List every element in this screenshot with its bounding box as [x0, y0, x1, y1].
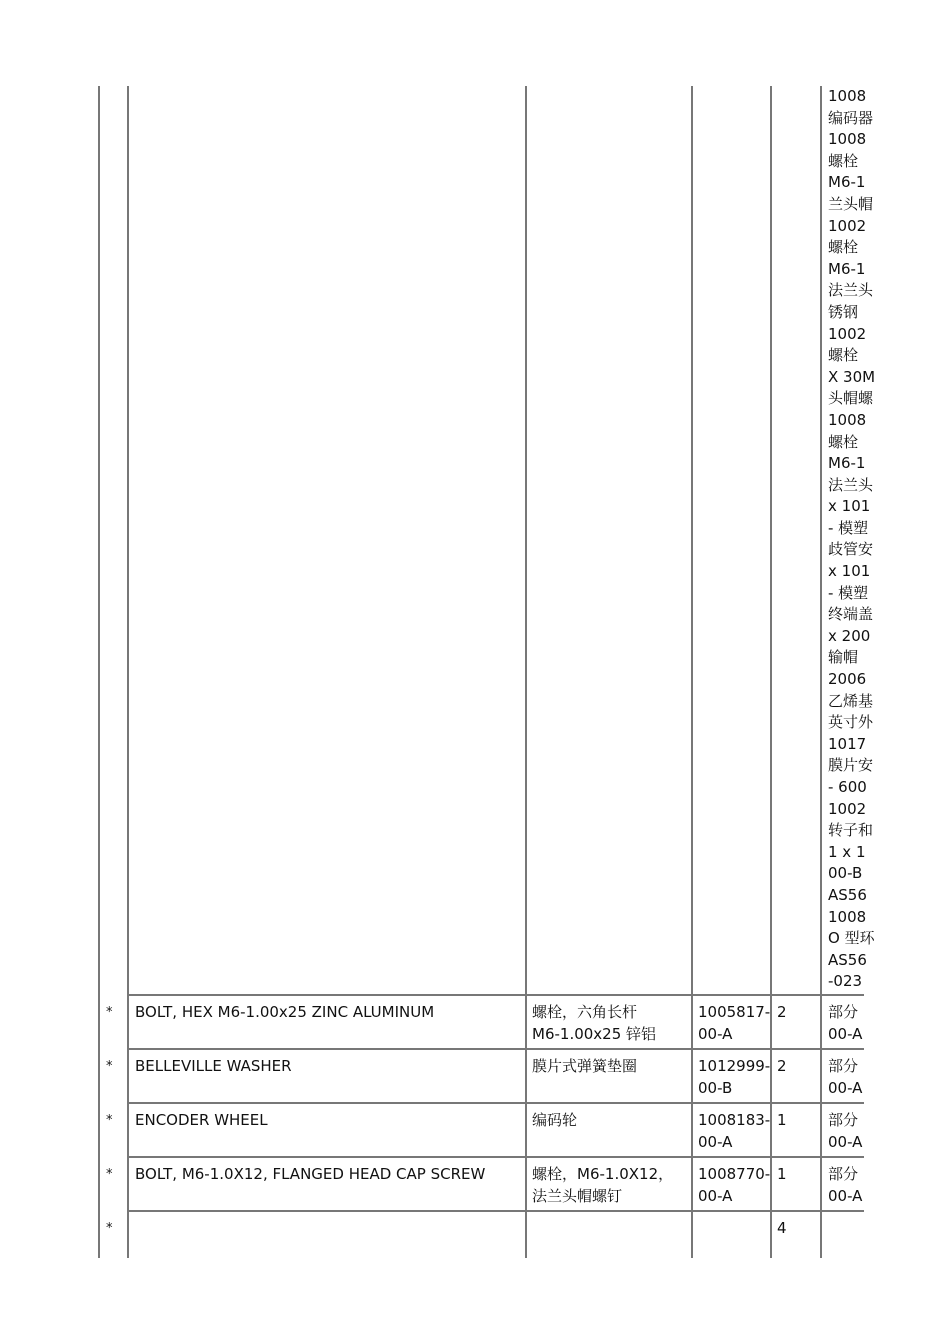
column-border: [98, 86, 100, 1258]
notes-line: 螺栓: [828, 432, 859, 451]
notes-line: X 30M: [828, 367, 876, 386]
row-border: [127, 1048, 864, 1050]
notes-line: 头帽螺: [828, 389, 874, 408]
part-number: 1005817- 00-A: [698, 1003, 771, 1043]
part-number: 1008770- 00-A: [698, 1165, 771, 1205]
notes-line: 英寸外: [828, 713, 874, 732]
parts-table: [98, 86, 876, 1258]
row-marker: *: [106, 1167, 113, 1182]
notes-line: 1002: [828, 324, 867, 343]
row-border: [127, 1210, 864, 1212]
notes-line: 1002: [828, 799, 867, 818]
notes: 部分 00-A: [828, 1057, 863, 1097]
quantity: 4: [777, 1219, 787, 1237]
row-border: [127, 994, 864, 996]
notes-line: 1 x 1: [828, 842, 866, 861]
notes-line: - 600: [828, 778, 867, 796]
notes-line: 编码器: [828, 108, 874, 127]
notes-line: 1002: [828, 216, 867, 235]
notes-line: 兰头帽: [828, 194, 874, 213]
part-number: 1008183- 00-A: [698, 1111, 771, 1151]
notes-line: O 型环: [828, 929, 875, 948]
notes-line: x 101: [828, 562, 871, 581]
description-en: BOLT, HEX M6-1.00x25 ZINC ALUMINUM: [135, 1003, 435, 1021]
notes-line: AS56: [828, 885, 867, 904]
row-marker: *: [106, 1221, 113, 1236]
notes-line: 乙烯基: [828, 691, 874, 710]
description-cn: 螺栓，M6-1.0X12， 法兰头帽螺钉: [532, 1165, 674, 1205]
row-marker: *: [106, 1113, 113, 1128]
notes-line: 歧管安: [828, 540, 874, 559]
quantity: 2: [777, 1003, 787, 1021]
notes: 部分 00-A: [828, 1111, 863, 1151]
column-border: [525, 86, 527, 1258]
column-border: [127, 86, 129, 1258]
description-en: BOLT, M6-1.0X12, FLANGED HEAD CAP SCREW: [135, 1165, 486, 1183]
notes-line: 1017: [828, 734, 867, 753]
notes-line: -023: [828, 972, 863, 991]
notes-line: x 200: [828, 626, 871, 645]
quantity: 1: [777, 1111, 787, 1129]
notes: 部分 00-A: [828, 1003, 863, 1043]
notes-line: AS56: [828, 950, 867, 969]
notes-line: 法兰头: [828, 281, 874, 300]
notes: 部分 00-A: [828, 1165, 863, 1205]
description-cn: 编码轮: [532, 1111, 578, 1129]
notes-line: 螺栓: [828, 238, 859, 257]
quantity: 2: [777, 1057, 787, 1075]
notes-line: 1008: [828, 87, 867, 105]
notes-line: 2006: [828, 670, 867, 689]
row-marker: *: [106, 1059, 113, 1074]
notes-line: 螺栓: [828, 346, 859, 365]
notes-line: 1008: [828, 130, 867, 149]
notes-line: 法兰头: [828, 475, 874, 494]
description-cn: 螺栓，六角长杆 M6-1.00x25 锌铝: [532, 1003, 657, 1043]
notes-line: 膜片安: [828, 756, 874, 775]
column-border: [820, 86, 822, 1258]
notes-line: 螺栓: [828, 151, 859, 170]
column-border: [770, 86, 772, 1258]
notes-line: M6-1: [828, 173, 866, 192]
notes-line: 1008: [828, 907, 867, 926]
notes-line: 1008: [828, 410, 867, 429]
notes-line: - 模塑: [828, 518, 869, 537]
notes-line: 输帽: [828, 648, 859, 667]
notes-line: - 模塑: [828, 583, 869, 602]
part-number: 1012999- 00-B: [698, 1057, 771, 1097]
notes-line: 00-B: [828, 864, 863, 883]
column-border: [691, 86, 693, 1258]
top-row-notes: [828, 86, 875, 993]
notes-line: 转子和: [828, 821, 874, 840]
description-cn: 膜片式弹簧垫圈: [532, 1057, 638, 1075]
quantity: 1: [777, 1165, 787, 1183]
notes-line: M6-1: [828, 454, 866, 473]
notes-line: M6-1: [828, 259, 866, 278]
row-marker: *: [106, 1005, 113, 1020]
notes-line: 锈钢: [828, 302, 859, 321]
row-border: [127, 1102, 864, 1104]
description-en: ENCODER WHEEL: [135, 1111, 268, 1129]
notes-line: 终端盖: [828, 605, 874, 624]
notes-line: x 101: [828, 497, 871, 516]
row-border: [127, 1156, 864, 1158]
description-en: BELLEVILLE WASHER: [135, 1057, 292, 1075]
